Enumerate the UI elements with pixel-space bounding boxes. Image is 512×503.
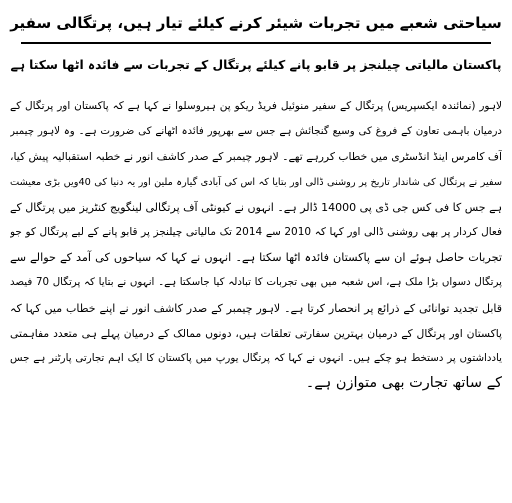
body-line: قابل تجدید توانائی کے ذرائع پر انحصار کرتا ہے۔ لاہور چیمبر کے صدر کاشف انور نے اپنے خطاب میں کہا کہ [10,301,502,315]
body-line: فعال کردار پر بھی روشنی ڈالی اور کہا کہ 2010 سے 2014 تک مالیاتی چیلنجز پر قابو پانے کے لیے پرتگال کو جو [10,226,502,239]
headline-secondary: پاکستان مالیاتی چیلنجز پر قابو پانے کیلئے پرتگال کے تجربات سے فائدہ اٹھا سکتا ہے [10,58,502,72]
body-line: پاکستان اور پرتگال کے درمیان بہترین سفارتی تعلقات ہیں، دونوں ممالک کے درمیان پہلے ہی متعدد مفاہمتی [10,326,502,340]
body-line: تجربات حاصل ہوئے ان سے پاکستان فائدہ اٹھا سکتا ہے۔ انہوں نے کہا کہ سیاحوں کی آمد کے حوالے سے [10,251,502,265]
body-line: کے ساتھ تجارت بھی متوازن ہے۔ [305,375,502,392]
body-line: درمیان باہمی تعاون کے فروغ کی وسیع گنجائش ہے جس سے بھرپور فائدہ اٹھانے کی ضرورت ہے۔ وہ لاہور چیمبر [10,125,502,138]
body-line: سفیر نے پرتگال کی شاندار تاریخ پر روشنی ڈالی اور بتایا کہ اس کی آبادی گیارہ ملین اور یہ دنیا کی 40ویں بڑی معیشت [10,176,502,188]
body-line: لاہور (نمائندہ ایکسپریس) پرتگال کے سفیر منوئیل فریڈ ریکو پن ہیروسلوا نے کہا ہے کہ پاکستان اور پرتگال کے [10,100,502,112]
body-line: یادداشتوں پر دستخط ہو چکے ہیں۔ انہوں نے کہا کہ پرتگال یورپ میں پاکستان کا ایک اہم تجارتی پارٹنر ہے جس [10,352,502,365]
headline-primary: سیاحتی شعبے میں تجربات شیئر کرنے کیلئے تیار ہیں، پرتگالی سفیر [10,14,502,32]
headline-divider [21,42,491,44]
body-line: آف کامرس اینڈ انڈسٹری میں خطاب کررہے تھے۔ لاہور چیمبر کے صدر کاشف انور نے خطبہ استقبالیہ پیش کیا، [10,150,502,164]
body-line: پرتگال دسواں بڑا ملک ہے، اس شعبہ میں بھی تجربات کا تبادلہ کیا جاسکتا ہے۔ انہوں نے بتایا کہ پرتگال 70 فیصد [10,276,502,289]
article-body [10,94,502,396]
body-line: ہے جس کا فی کس جی ڈی پی 14000 ڈالر ہے۔ انہوں نے کیونٹی آف پرتگالی لینگویج کنٹریز میں پرتگال کے [10,200,502,214]
